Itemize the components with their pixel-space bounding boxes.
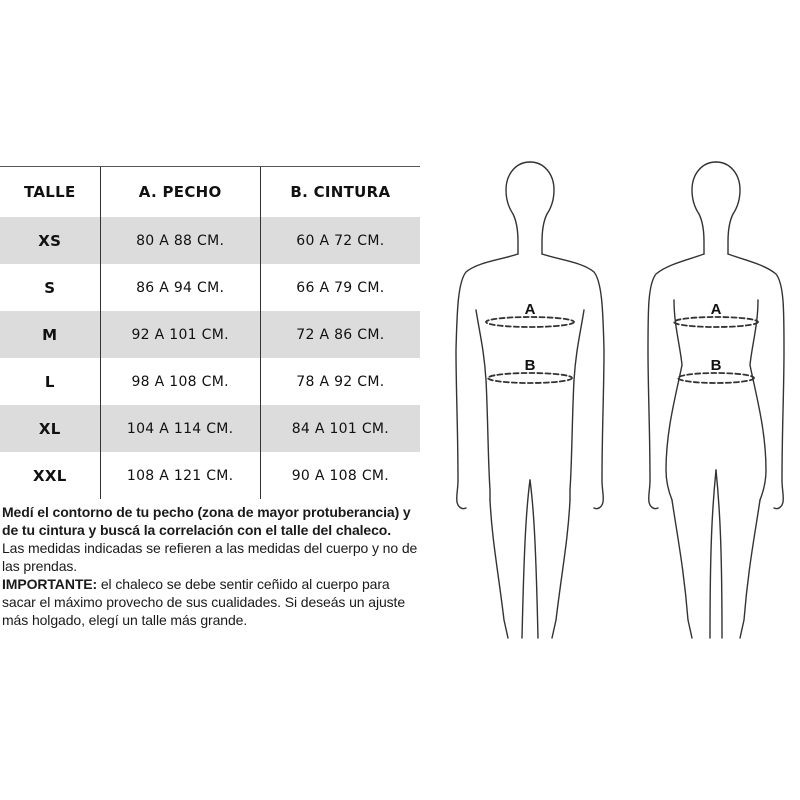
table-row bbox=[0, 358, 420, 405]
male-figure-icon bbox=[456, 162, 604, 638]
important-label: IMPORTANTE: bbox=[2, 576, 98, 592]
instruction-text: Medí el contorno de tu pecho (zona de mayor protuberancia) y de tu cintura y buscá la correlación con el talle del chaleco. bbox=[2, 504, 411, 538]
size-cell: S bbox=[44, 278, 56, 297]
size-cell: M bbox=[42, 325, 58, 344]
important-text: el chaleco se debe sentir ceñido al cuerpo para sacar el máximo provecho de sus cualidades. Si deseás un ajuste más holgado, elegí un talle más grande. bbox=[2, 576, 406, 628]
waist-cell: 66 A 79 CM. bbox=[260, 264, 420, 311]
body-figures bbox=[430, 150, 800, 640]
table-row bbox=[0, 217, 420, 264]
size-cell: XL bbox=[38, 419, 61, 438]
male-label-b: B bbox=[524, 357, 536, 374]
important-note bbox=[2, 575, 422, 629]
header-pecho: A. PECHO bbox=[100, 167, 260, 217]
table-row bbox=[0, 452, 420, 499]
female-label-a: A bbox=[710, 301, 722, 318]
chest-cell: 80 A 88 CM. bbox=[100, 217, 260, 264]
disclaimer-text: Las medidas indicadas se refieren a las medidas del cuerpo y no de las prendas. bbox=[2, 540, 418, 574]
female-label-b: B bbox=[710, 357, 722, 374]
header-talle: TALLE bbox=[23, 183, 76, 201]
waist-cell: 90 A 108 CM. bbox=[260, 452, 420, 499]
waist-cell: 78 A 92 CM. bbox=[260, 358, 420, 405]
size-table bbox=[0, 166, 420, 499]
table-row bbox=[0, 405, 420, 452]
chest-cell: 104 A 114 CM. bbox=[100, 405, 260, 452]
female-figure-icon bbox=[648, 162, 784, 638]
table-row bbox=[0, 264, 420, 311]
chest-cell: 98 A 108 CM. bbox=[100, 358, 260, 405]
waist-cell: 72 A 86 CM. bbox=[260, 311, 420, 358]
size-cell: XS bbox=[38, 231, 62, 250]
measurement-notes bbox=[2, 503, 422, 629]
male-label-a: A bbox=[524, 301, 536, 318]
table-row bbox=[0, 311, 420, 358]
header-cintura: B. CINTURA bbox=[260, 167, 420, 217]
size-cell: XXL bbox=[32, 466, 67, 485]
size-cell: L bbox=[44, 372, 55, 391]
chest-cell: 108 A 121 CM. bbox=[100, 452, 260, 499]
waist-cell: 84 A 101 CM. bbox=[260, 405, 420, 452]
chest-cell: 86 A 94 CM. bbox=[100, 264, 260, 311]
chest-cell: 92 A 101 CM. bbox=[100, 311, 260, 358]
table-header-row bbox=[0, 167, 420, 217]
waist-cell: 60 A 72 CM. bbox=[260, 217, 420, 264]
